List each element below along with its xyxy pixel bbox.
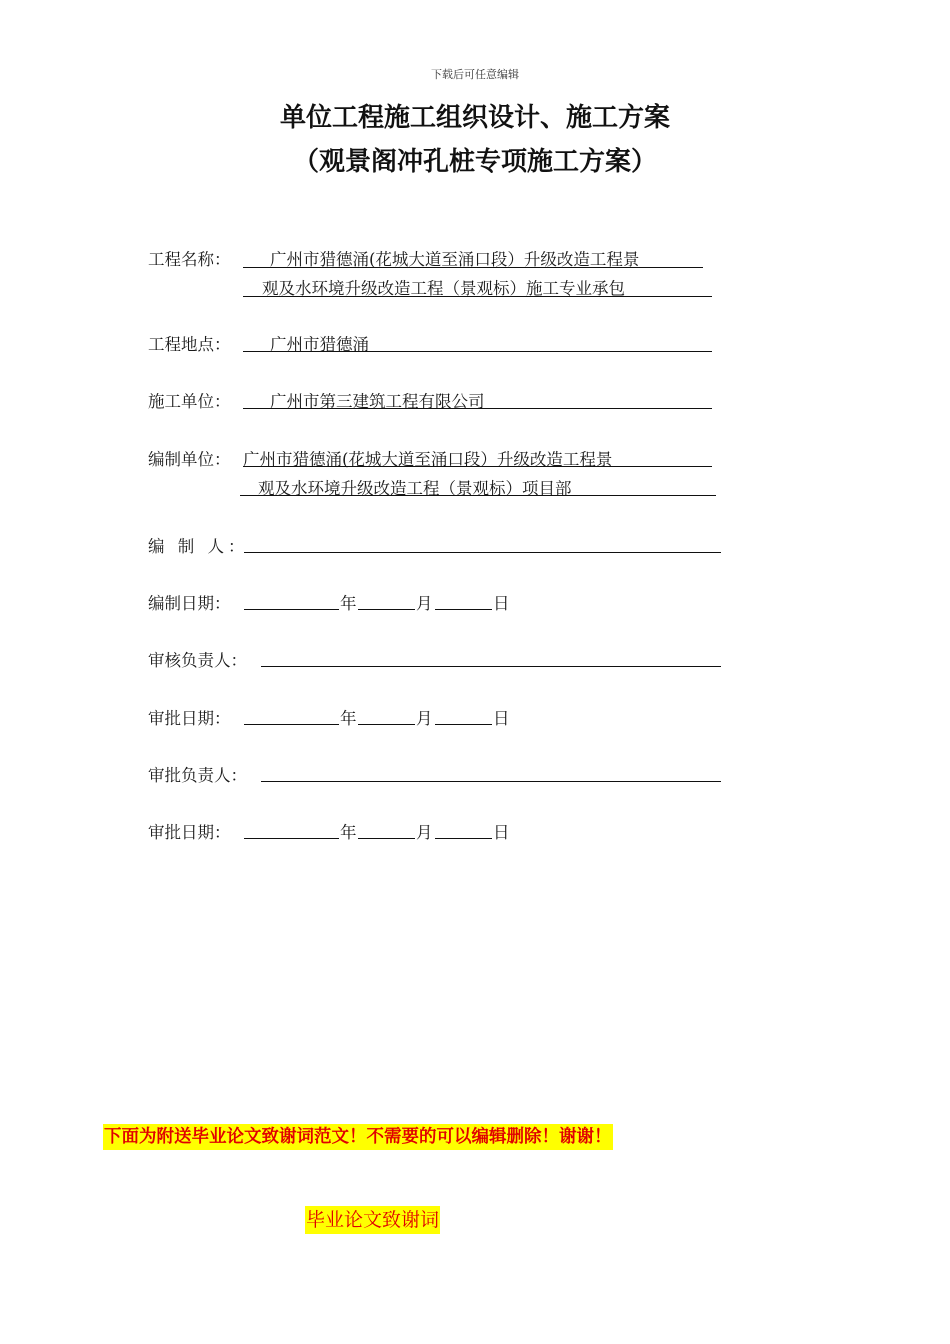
approve-date-2-day-field[interactable] xyxy=(435,838,492,839)
compile-date-day-unit: 日 xyxy=(493,594,510,613)
compiling-unit-underline-1 xyxy=(243,466,712,467)
approve-date-2-day-unit: 日 xyxy=(493,823,510,842)
approve-date-2-year-field[interactable] xyxy=(244,838,339,839)
compiling-unit-value-line2: 观及水环境升级改造工程（景观标）项目部 xyxy=(258,479,572,498)
reviewer-field[interactable] xyxy=(261,666,721,667)
approver-field[interactable] xyxy=(261,781,721,782)
compile-date-month-unit: 月 xyxy=(416,594,433,613)
highlighted-notice: 下面为附送毕业论文致谢词范文！不需要的可以编辑删除！谢谢！ xyxy=(103,1124,613,1150)
compiling-unit-value-line1: 广州市猎德涌(花城大道至涌口段）升级改造工程景 xyxy=(243,450,613,469)
construction-unit-label: 施工单位： xyxy=(148,392,231,411)
download-note: 下载后可任意编辑 xyxy=(431,68,519,81)
compile-date-year-unit: 年 xyxy=(340,594,357,613)
compile-date-day-field[interactable] xyxy=(435,609,492,610)
approver-label: 审批负责人： xyxy=(148,766,247,785)
approve-date-1-year-field[interactable] xyxy=(244,724,339,725)
project-location-underline xyxy=(243,351,712,352)
approve-date-1-year-unit: 年 xyxy=(340,709,357,728)
approve-date-2-month-field[interactable] xyxy=(358,838,415,839)
compile-date-year-field[interactable] xyxy=(244,609,339,610)
compiling-unit-underline-2 xyxy=(240,495,716,496)
approve-date-1-month-unit: 月 xyxy=(416,709,433,728)
approve-date-2-label: 审批日期： xyxy=(148,823,231,842)
reviewer-label: 审核负责人： xyxy=(148,651,247,670)
compile-date-label: 编制日期： xyxy=(148,594,231,613)
acknowledgement-heading: 毕业论文致谢词 xyxy=(305,1206,440,1234)
compiler-field[interactable] xyxy=(244,552,721,553)
approve-date-1-day-field[interactable] xyxy=(435,724,492,725)
project-name-underline-1 xyxy=(243,267,703,268)
project-name-label: 工程名称： xyxy=(148,250,231,269)
project-location-label: 工程地点： xyxy=(148,335,231,354)
approve-date-1-day-unit: 日 xyxy=(493,709,510,728)
document-subtitle: （观景阁冲孔桩专项施工方案） xyxy=(292,147,657,177)
document-title: 单位工程施工组织设计、施工方案 xyxy=(279,103,670,133)
approve-date-1-month-field[interactable] xyxy=(358,724,415,725)
project-location-value: 广州市猎德涌 xyxy=(270,335,369,354)
compile-date-month-field[interactable] xyxy=(358,609,415,610)
compiler-label: 编 制 人： xyxy=(148,537,249,556)
approve-date-1-label: 审批日期： xyxy=(148,709,231,728)
compiling-unit-label: 编制单位： xyxy=(148,450,231,469)
approve-date-2-month-unit: 月 xyxy=(416,823,433,842)
construction-unit-underline xyxy=(243,408,712,409)
approve-date-2-year-unit: 年 xyxy=(340,823,357,842)
project-name-underline-2 xyxy=(243,296,712,297)
construction-unit-value: 广州市第三建筑工程有限公司 xyxy=(270,392,485,411)
project-name-value-line2: 观及水环境升级改造工程（景观标）施工专业承包 xyxy=(262,279,625,298)
project-name-value-line1: 广州市猎德涌(花城大道至涌口段）升级改造工程景 xyxy=(270,250,640,269)
